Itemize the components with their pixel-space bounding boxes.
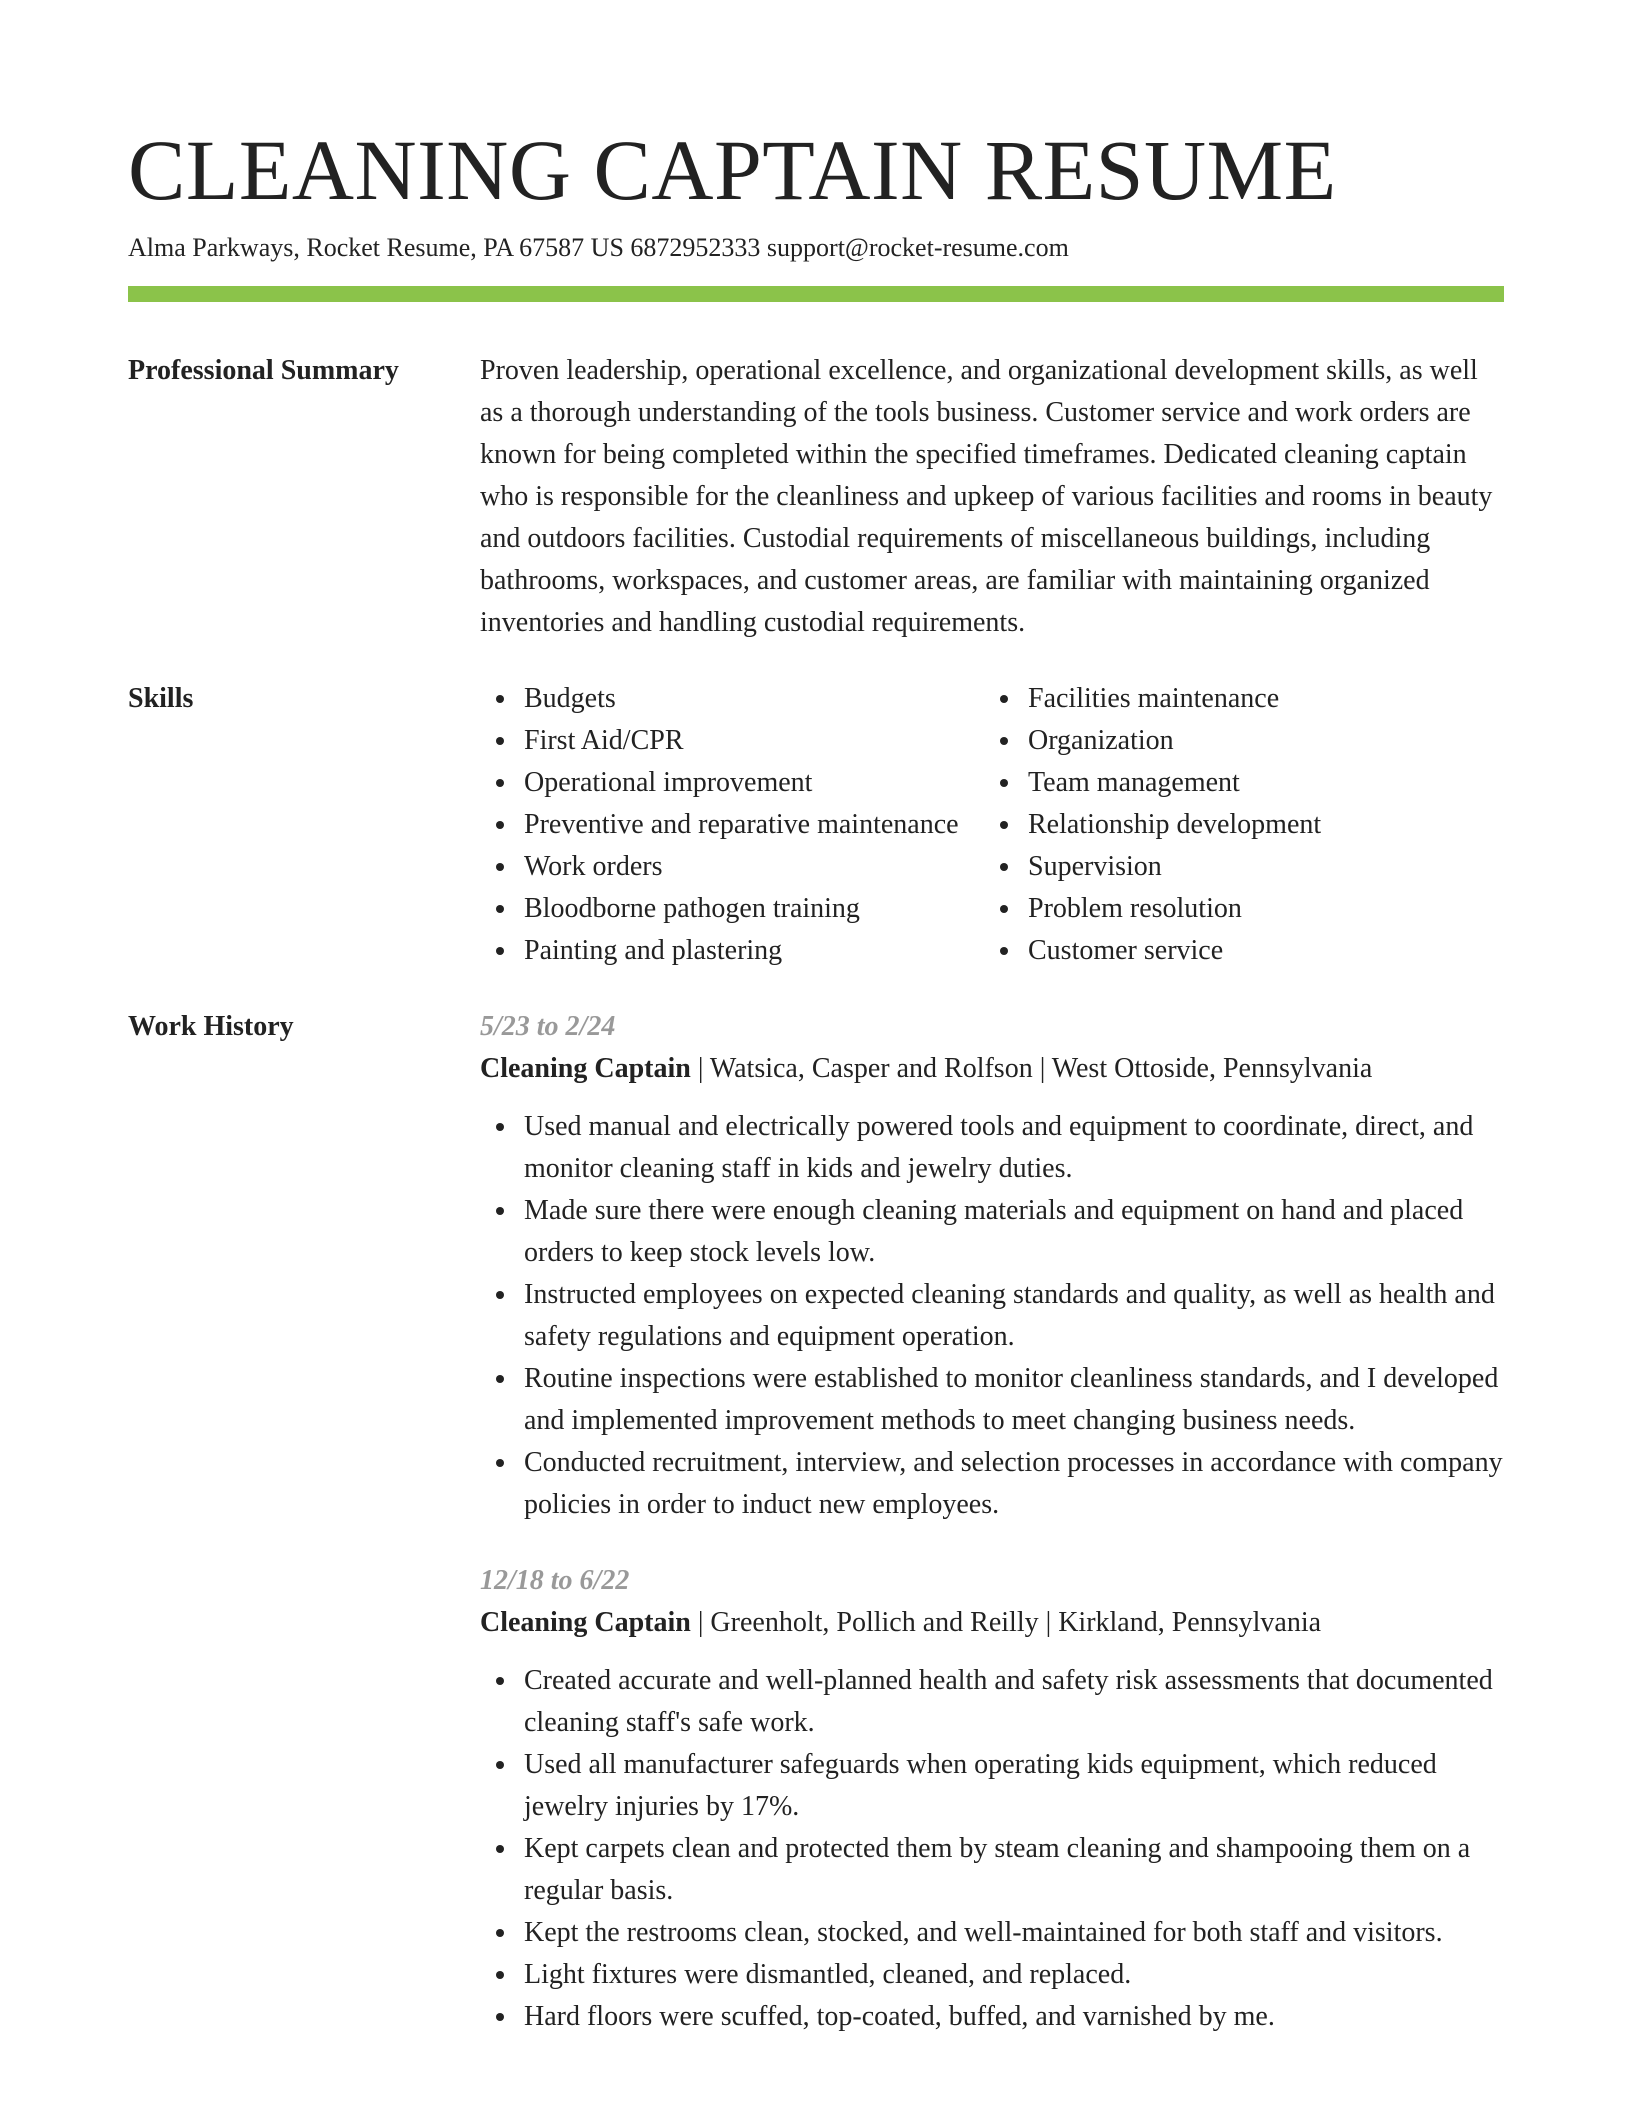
resume-title: CLEANING CAPTAIN RESUME xyxy=(128,122,1337,218)
skill-item: Relationship development xyxy=(984,804,1321,846)
skill-item: Work orders xyxy=(480,846,984,888)
job-duty: Created accurate and well-planned health and safety risk assessments that documented cleaning staff's safe work. xyxy=(480,1660,1504,1744)
job-duty: Conducted recruitment, interview, and selection processes in accordance with company policies in order to induct new employees. xyxy=(480,1442,1504,1526)
job-duty: Hard floors were scuffed, top-coated, buffed, and varnished by me. xyxy=(480,1996,1504,2038)
job-duty: Instructed employees on expected cleaning standards and quality, as well as health and safety regulations and equipment operation. xyxy=(480,1274,1504,1358)
job-title-line xyxy=(480,1602,1504,1644)
summary-text: Proven leadership, operational excellence, and organizational development skills, as well as a thorough understanding of the tools business. Customer service and work orders are known for being completed within the specified timeframes. Dedicated cleaning captain who is responsible for the cleanliness and upkeep of various facilities and rooms in beauty and outdoors facilities. Custodial requirements of miscellaneous buildings, including bathrooms, workspaces, and customer areas, are familiar with maintaining organized inventories and handling custodial requirements. xyxy=(480,355,1493,638)
section-label-skills: Skills xyxy=(128,683,194,714)
job-duties-list xyxy=(480,1106,1504,1526)
job-entry xyxy=(480,1560,1504,2038)
resume-page xyxy=(128,120,1504,2038)
skill-item: Team management xyxy=(984,762,1321,804)
job-duty: Kept carpets clean and protected them by steam cleaning and shampooing them on a regular basis. xyxy=(480,1828,1504,1912)
skill-item: First Aid/CPR xyxy=(480,720,984,762)
skill-item: Facilities maintenance xyxy=(984,678,1321,720)
section-label-work-history: Work History xyxy=(128,1011,294,1042)
skills-list-left xyxy=(480,678,984,972)
job-duty: Used all manufacturer safeguards when operating kids equipment, which reduced jewelry injuries by 17%. xyxy=(480,1744,1504,1828)
job-title: Cleaning Captain xyxy=(480,1607,691,1638)
skills-section xyxy=(128,678,1504,972)
skill-item: Preventive and reparative maintenance xyxy=(480,804,984,846)
work-history-section xyxy=(128,1006,1504,2038)
job-duty: Used manual and electrically powered tools and equipment to coordinate, direct, and monitor cleaning staff in kids and jewelry duties. xyxy=(480,1106,1504,1190)
skill-item: Problem resolution xyxy=(984,888,1321,930)
skill-item: Customer service xyxy=(984,930,1321,972)
job-duties-list xyxy=(480,1660,1504,2038)
skill-item: Supervision xyxy=(984,846,1321,888)
job-dates: 5/23 to 2/24 xyxy=(480,1011,616,1042)
job-employer-location: | Watsica, Casper and Rolfson | West Ottoside, Pennsylvania xyxy=(690,1053,1373,1084)
job-duty: Made sure there were enough cleaning materials and equipment on hand and placed orders to keep stock levels low. xyxy=(480,1190,1504,1274)
skill-item: Painting and plastering xyxy=(480,930,984,972)
job-duty: Routine inspections were established to monitor cleanliness standards, and I developed and implemented improvement methods to meet changing business needs. xyxy=(480,1358,1504,1442)
job-duty: Kept the restrooms clean, stocked, and well-maintained for both staff and visitors. xyxy=(480,1912,1504,1954)
skill-item: Bloodborne pathogen training xyxy=(480,888,984,930)
accent-divider xyxy=(128,286,1504,302)
job-title-line xyxy=(480,1048,1504,1090)
job-dates: 12/18 to 6/22 xyxy=(480,1565,630,1596)
job-duty: Light fixtures were dismantled, cleaned, and replaced. xyxy=(480,1954,1504,1996)
skills-list-right xyxy=(984,678,1321,972)
skill-item: Operational improvement xyxy=(480,762,984,804)
contact-line: Alma Parkways, Rocket Resume, PA 67587 US 6872952333 support@rocket-resume.com xyxy=(128,233,1069,262)
job-employer-location: | Greenholt, Pollich and Reilly | Kirkland, Pennsylvania xyxy=(690,1607,1322,1638)
job-title: Cleaning Captain xyxy=(480,1053,691,1084)
job-entry xyxy=(480,1006,1504,1526)
skill-item: Organization xyxy=(984,720,1321,762)
professional-summary-section xyxy=(128,350,1504,644)
skill-item: Budgets xyxy=(480,678,984,720)
section-label-summary: Professional Summary xyxy=(128,355,399,386)
